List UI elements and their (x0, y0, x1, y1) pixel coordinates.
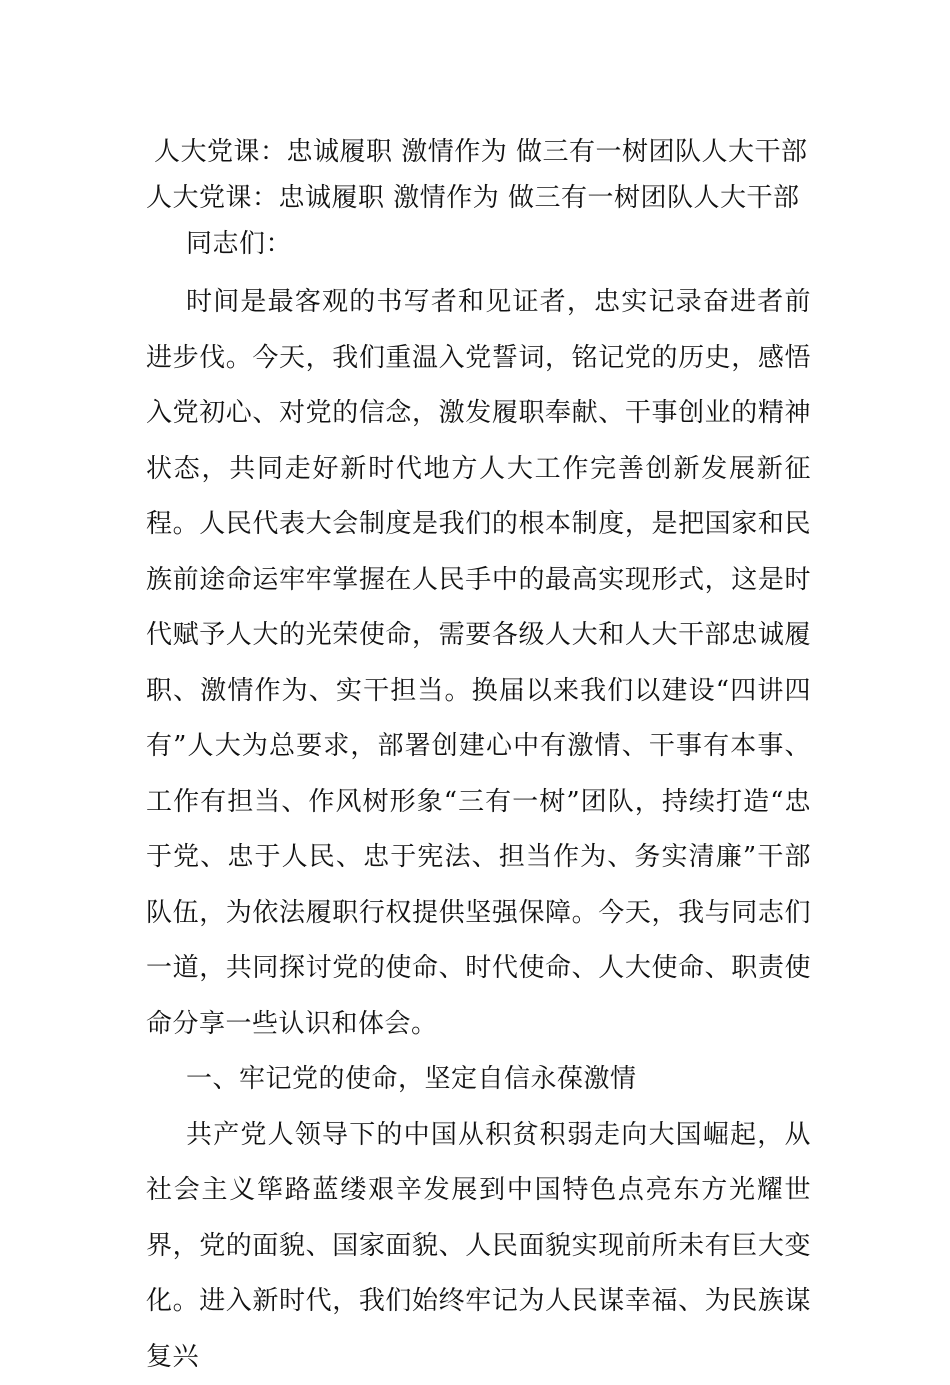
document-body (146, 129, 811, 1385)
greeting: 同志们： (146, 221, 811, 267)
intro-paragraph: 时间是最客观的书写者和见证者，忠实记录奋进者前进步伐。今天，我们重温入党誓词，铭记党的历史，感悟入党初心、对党的信念，激发履职奉献、干事创业的精神状态，共同走好新时代地方人大工作完善创新发展新征程。人民代表大会制度是我们的根本制度，是把国家和民族前途命运牢牢掌握在人民手中的最高实现形式，这是时代赋予人大的光荣使命，需要各级人大和人大干部忠诚履职、激情作为、实干担当。换届以来我们以建设“四讲四有”人大为总要求，部署创建心中有激情、干事有本事、工作有担当、作风树形象“三有一树”团队，持续打造“忠于党、忠于人民、忠于宪法、担当作为、务实清廉”干部队伍，为依法履职行权提供坚强保障。今天，我与同志们一道，共同探讨党的使命、时代使命、人大使命、职责使命分享一些认识和体会。 (146, 275, 811, 1052)
section-paragraph: 共产党人领导下的中国从积贫积弱走向大国崛起，从社会主义筚路蓝缕艰辛发展到中国特色点亮东方光耀世界，党的面貌、国家面貌、人民面貌实现前所未有巨大变化。进入新时代，我们始终牢记为人民谋幸福、为民族谋复兴 (146, 1108, 811, 1385)
document-title: 人大党课：忠诚履职 激情作为 做三有一树团队人大干部 (146, 129, 811, 175)
section-heading: 一、牢记党的使命，坚定自信永葆激情 (146, 1052, 811, 1108)
document-subtitle: 人大党课：忠诚履职 激情作为 做三有一树团队人大干部 (146, 175, 811, 221)
